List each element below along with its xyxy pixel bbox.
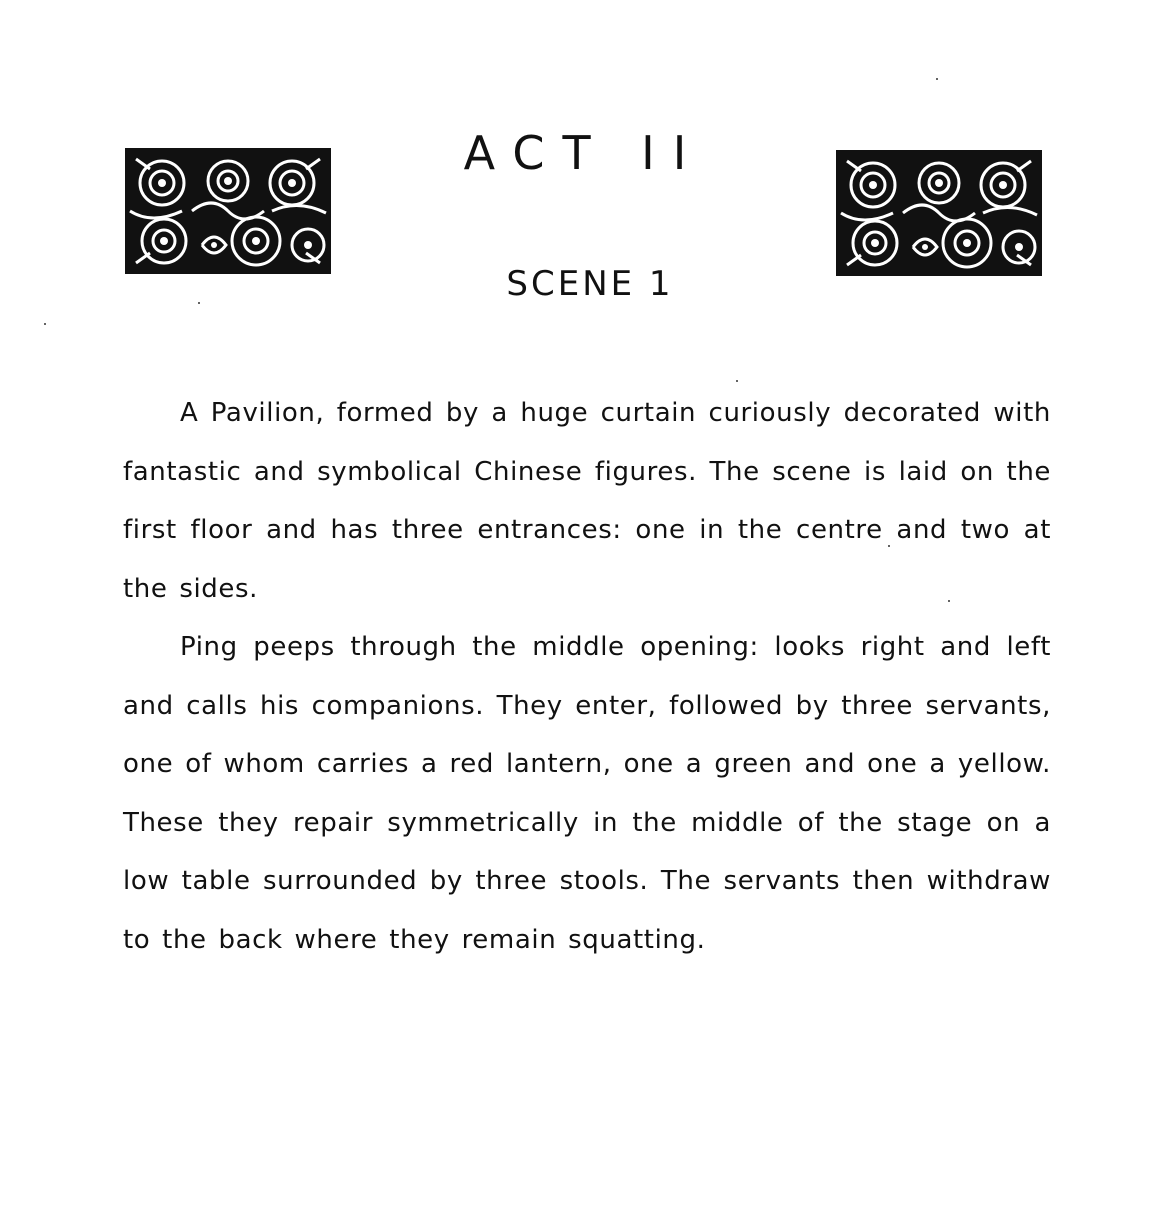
- floral-ornament-icon: [833, 147, 1045, 279]
- act-title: ACT II: [463, 126, 705, 180]
- scene-title: SCENE 1: [506, 264, 674, 304]
- print-speck: [198, 302, 200, 304]
- paragraph-action: Ping peeps through the middle opening: looks right and left and calls his companions. They enter, followed by three servants, one of whom carries a red lantern, one a green and one a yellow. These they repair symmetrically in the middle of the stage on a low table surrounded by three stools. The servants then withdraw to the back where they remain squatting.: [123, 632, 1051, 955]
- paragraph-setting: A Pavilion, formed by a huge curtain curiously decorated with fantastic and symbolical Chinese figures. The scene is laid on the first floor and has three entrances: one in the centre and two at the sides.: [123, 398, 1051, 604]
- print-speck: [948, 600, 950, 602]
- stage-directions: [123, 384, 1051, 969]
- print-speck: [736, 380, 738, 382]
- print-speck: [936, 78, 938, 80]
- print-speck: [888, 545, 890, 547]
- print-speck: [44, 323, 46, 325]
